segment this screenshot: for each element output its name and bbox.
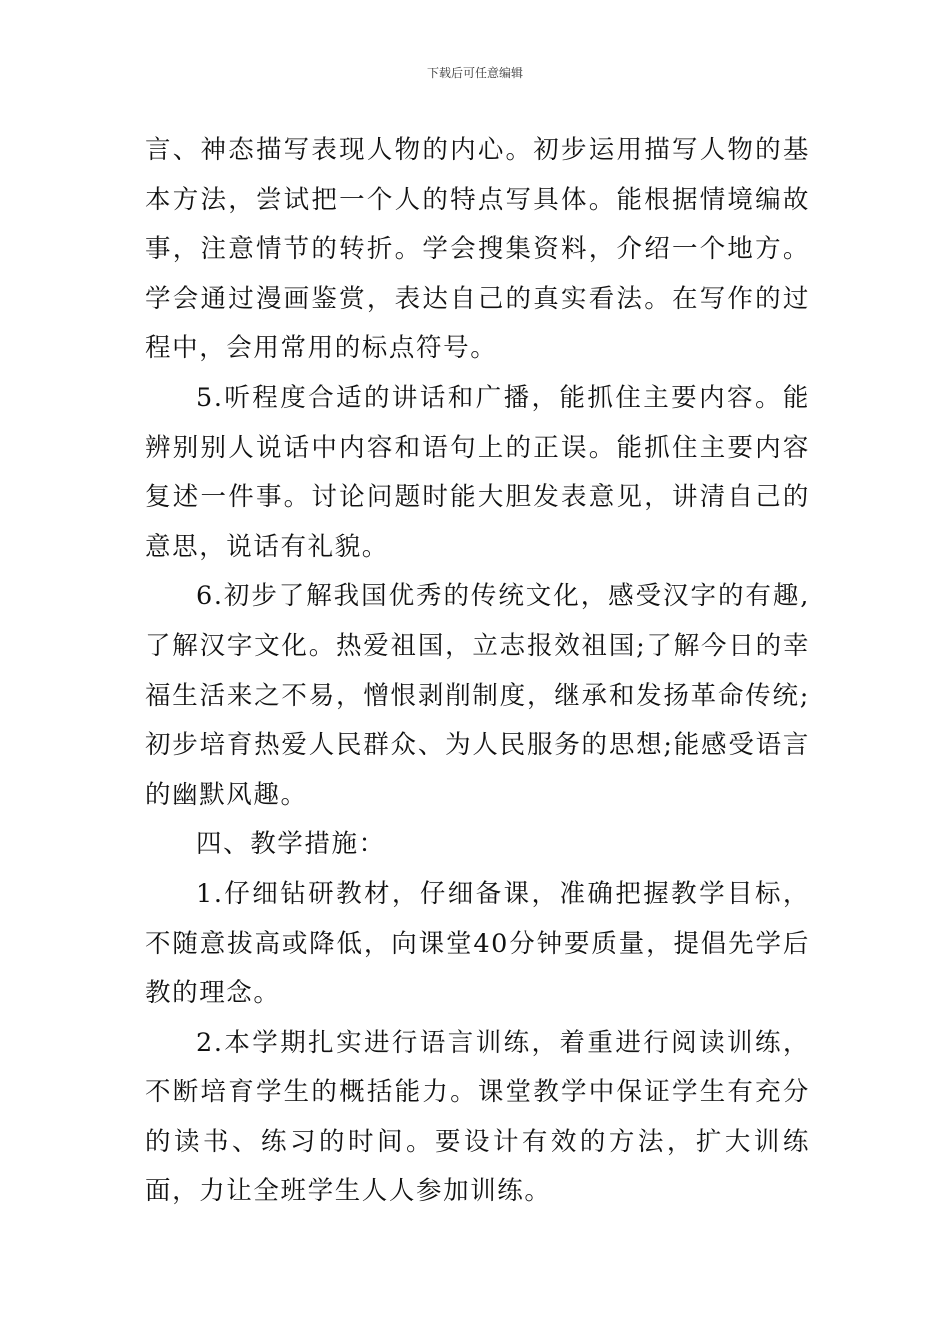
paragraph-continuation: 言、神态描写表现人物的内心。初步运用描写人物的基本方法，尝试把一个人的特点写具体。能根据情境编故事，注意情节的转折。学会搜集资料，介绍一个地方。学会通过漫画鉴赏，表达自己的真实看法。在写作的过程中，会用常用的标点符号。 (145, 135, 810, 364)
paragraph-item-5: 5.听程度合适的讲话和广播，能抓住主要内容。能辨别别人说话中内容和语句上的正误。能抓住主要内容复述一件事。讨论问题时能大胆发表意见，讲清自己的意思，说话有礼貌。 (145, 382, 810, 562)
paragraph-item-6: 6.初步了解我国优秀的传统文化，感受汉字的有趣,了解汉字文化。热爱祖国，立志报效祖国;了解今日的幸福生活来之不易，憎恨剥削制度，继承和发扬革命传统;初步培育热爱人民群众、为人民服务的思想;能感受语言的幽默风趣。 (145, 581, 810, 810)
paragraph-measure-2: 2.本学期扎实进行语言训练，着重进行阅读训练，不断培育学生的概括能力。课堂教学中保证学生有充分的读书、练习的时间。要设计有效的方法，扩大训练面，力让全班学生人人参加训练。 (145, 1027, 810, 1207)
page-header-note: 下载后可任意编辑 (426, 66, 523, 80)
document-body (145, 126, 810, 1217)
paragraph-measure-1: 1.仔细钻研教材，仔细备课，准确把握教学目标，不随意拔高或降低，向课堂40分钟要质量，提倡先学后教的理念。 (145, 878, 810, 1009)
section-heading-teaching-measures: 四、教学措施： (196, 829, 386, 860)
